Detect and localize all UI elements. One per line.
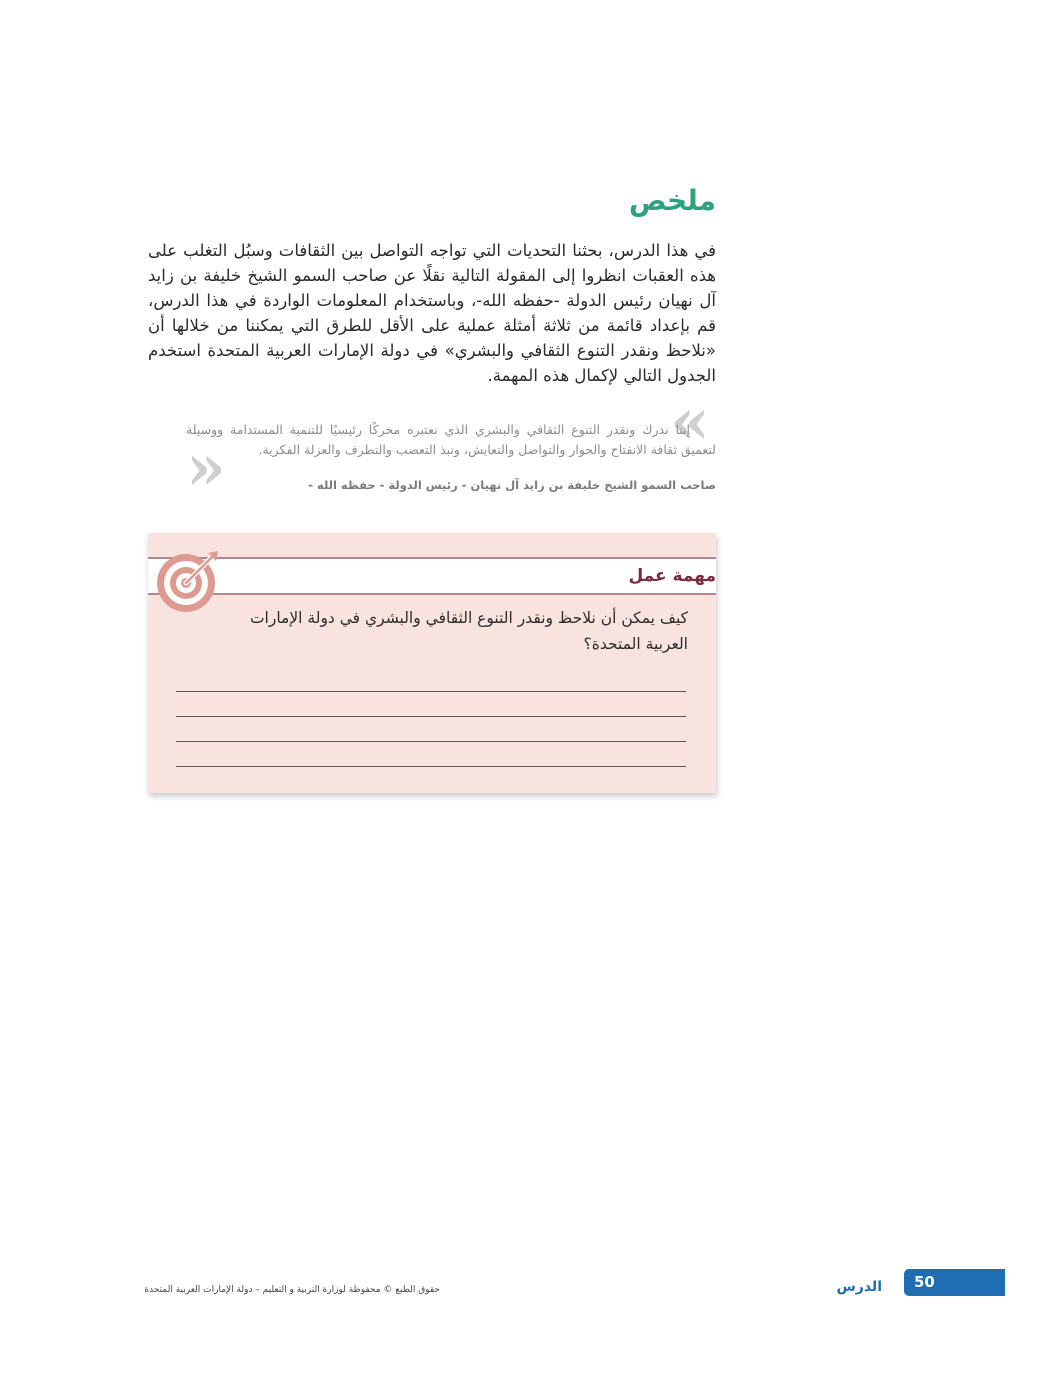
target-icon: [156, 549, 220, 613]
summary-heading: ملخص: [628, 184, 716, 217]
quote-close-icon: «: [186, 430, 226, 505]
task-card: [148, 533, 716, 793]
footer-copyright: حقوق الطبع © محفوظة لوزارة التربية و التعليم – دولة الإمارات العربية المتحدة: [144, 1285, 440, 1295]
page-number: 50: [914, 1273, 935, 1291]
answer-line[interactable]: [176, 716, 686, 717]
summary-paragraph: في هذا الدرس، بحثنا التحديات التي تواجه التواصل بين الثقافات وسبُل التغلب على هذه العقبات انظروا إلى المقولة التالية نقلًا عن صاحب السمو الشيخ خليفة بن زايد آل نهيان رئيس الدولة -حفظه الله-، وباستخدام المعلومات الواردة في هذا الدرس، قم بإعداد قائمة من ثلاثة أمثلة عملية على الأقل للطرق التي يمكننا من خلالها أن «نلاحظ ونقدر التنوع الثقافي والبشري» في دولة الإمارات العربية المتحدة استخدم الجدول التالي لإكمال هذه المهمة.: [148, 241, 716, 385]
task-header-band: [148, 557, 716, 595]
quote-open-icon: »: [670, 384, 710, 459]
quote-attribution: صاحب السمو الشيخ خليفة بن زايد آل نهيان - رئيس الدولة - حفظه الله -: [308, 478, 716, 492]
footer-lesson-label: الدرس: [836, 1279, 882, 1295]
quote-text: إننا ندرك ونقدر التنوع الثقافي والبشري الذي نعتبره محركًا رئيسيًا للتنمية المستدامة ووسيلة لتعميق ثقافة الانفتاح والحوار والتواصل والتعايش، ونبذ التعصب والتطرف والعزلة الفكرية.: [186, 422, 716, 457]
quote-block: [148, 384, 716, 508]
page-number-tab: [904, 1269, 1005, 1296]
task-title: مهمة عمل: [628, 566, 716, 586]
answer-line[interactable]: [176, 766, 686, 767]
task-question: كيف يمكن أن نلاحظ ونقدر التنوع الثقافي والبشري في دولة الإمارات العربية المتحدة؟: [249, 609, 688, 653]
answer-line[interactable]: [176, 741, 686, 742]
answer-line[interactable]: [176, 691, 686, 692]
